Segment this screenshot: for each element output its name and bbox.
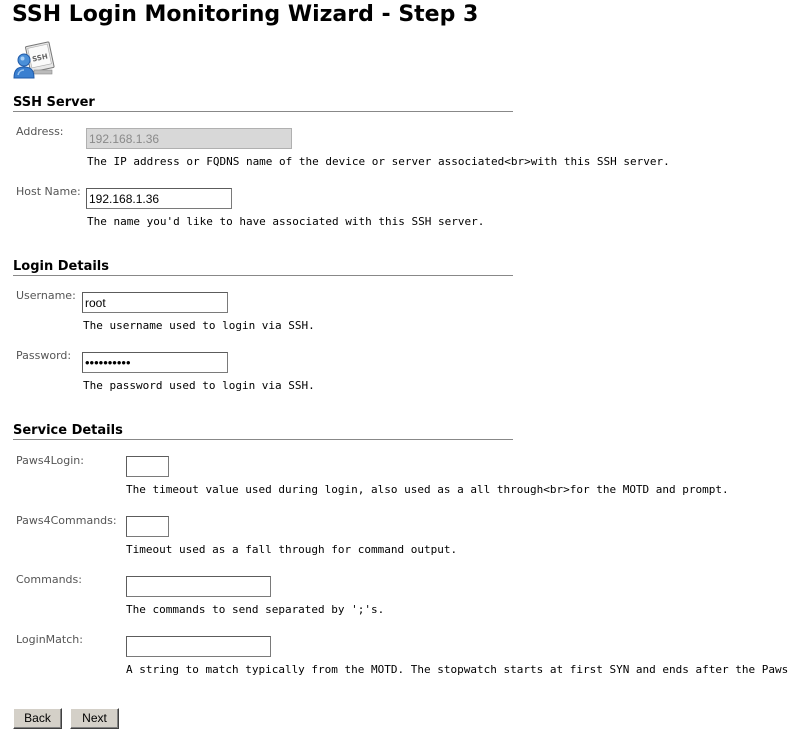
paws4commands-help: Timeout used as a fall through for command output. — [126, 543, 458, 556]
username-field[interactable] — [82, 292, 228, 313]
address-field — [86, 128, 292, 149]
commands-label: Commands: — [16, 573, 82, 586]
section-ssh-server: SSH Server — [13, 95, 513, 112]
login-match-field[interactable] — [126, 636, 271, 657]
paws4commands-label: Paws4Commands: — [16, 514, 117, 527]
host-name-field[interactable] — [86, 188, 232, 209]
paws4login-help: The timeout value used during login, also used as a all through<br>for the MOTD and prompt. — [126, 483, 729, 496]
login-match-help: A string to match typically from the MOTD. The stopwatch starts at first SYN and ends after the Paws — [126, 663, 788, 676]
paws4commands-field[interactable] — [126, 516, 169, 537]
commands-field[interactable] — [126, 576, 271, 597]
paws4login-field[interactable] — [126, 456, 169, 477]
password-field[interactable] — [82, 352, 228, 373]
paws4login-label: Paws4Login: — [16, 454, 84, 467]
section-login-details: Login Details — [13, 259, 513, 276]
ssh-user-icon — [12, 40, 56, 82]
section-service-details: Service Details — [13, 423, 513, 440]
password-label: Password: — [16, 349, 72, 362]
page-title: SSH Login Monitoring Wizard - Step 3 — [12, 2, 479, 27]
address-label: Address: — [16, 125, 64, 138]
next-button[interactable]: Next — [70, 708, 119, 729]
commands-help: The commands to send separated by ';'s. — [126, 603, 385, 616]
password-help: The password used to login via SSH. — [83, 379, 315, 392]
username-label: Username: — [16, 289, 76, 302]
username-help: The username used to login via SSH. — [83, 319, 315, 332]
back-button[interactable]: Back — [13, 708, 62, 729]
address-help: The IP address or FQDNS name of the device or server associated<br>with this SSH server. — [87, 155, 670, 168]
login-match-label: LoginMatch: — [16, 633, 83, 646]
host-name-help: The name you'd like to have associated with this SSH server. — [87, 215, 485, 228]
host-name-label: Host Name: — [16, 185, 81, 198]
ssh-badge-text: SSH — [31, 52, 49, 64]
